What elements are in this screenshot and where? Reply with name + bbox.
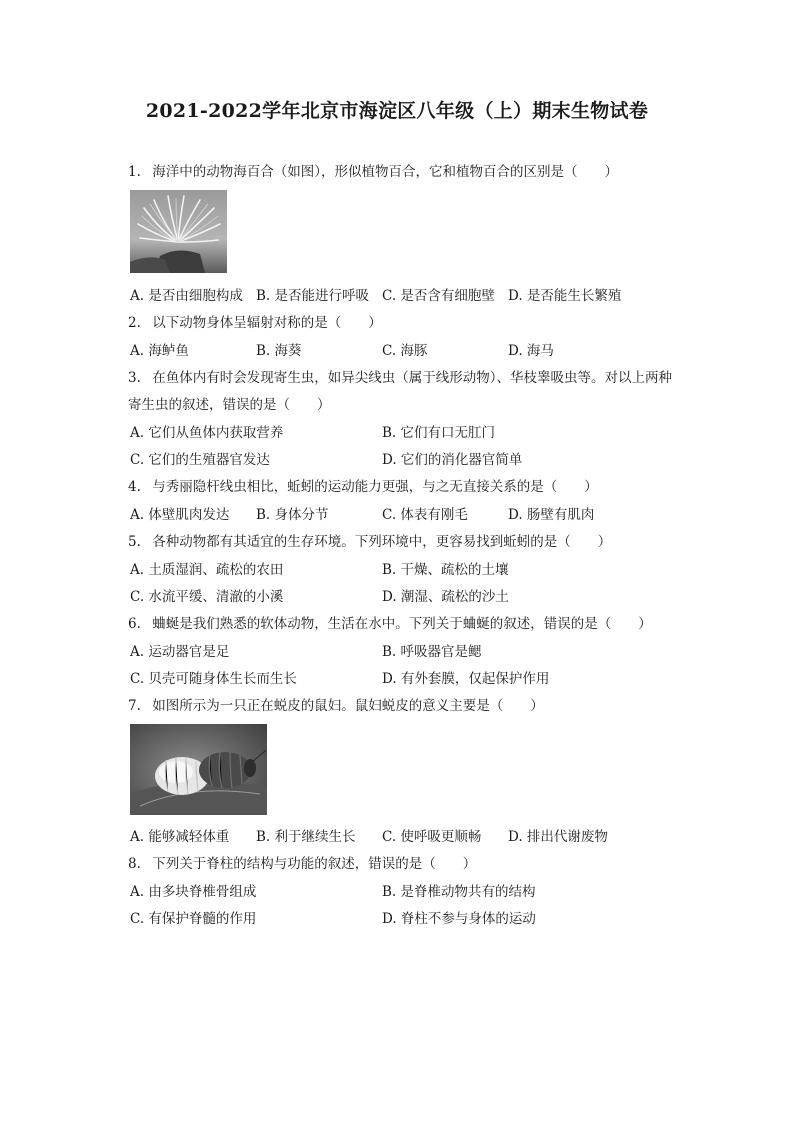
option-c: C. 水流平缓、清澈的小溪 <box>130 589 284 605</box>
option-c: C. 它们的生殖器官发达 <box>130 452 270 468</box>
question-3-continued <box>128 396 331 414</box>
question-number: 4. <box>128 479 141 495</box>
option-a: A. 海鲈鱼 <box>130 343 189 359</box>
question-stem: 如图所示为一只正在蜕皮的鼠妇。鼠妇蜕皮的意义主要是（ ） <box>152 698 544 714</box>
option-c: C. 体表有刚毛 <box>382 507 468 523</box>
question-1 <box>128 163 618 181</box>
option-a: A. 是否由细胞构成 <box>130 288 243 304</box>
option-b: B. 身体分节 <box>256 507 329 523</box>
question-7 <box>128 697 544 715</box>
question-number: 2. <box>128 315 141 331</box>
option-c: C. 海豚 <box>382 343 428 359</box>
option-d: D. 海马 <box>508 343 554 359</box>
question-stem: 与秀丽隐杆线虫相比，蚯蚓的运动能力更强，与之无直接关系的是（ ） <box>152 479 598 495</box>
option-b: B. 利于继续生长 <box>256 829 356 845</box>
option-a: A. 由多块脊椎骨组成 <box>130 884 257 900</box>
option-a: A. 体壁肌肉发达 <box>130 507 230 523</box>
option-d: D. 排出代谢废物 <box>508 829 608 845</box>
option-d: D. 有外套膜，仅起保护作用 <box>382 671 550 687</box>
sea-lily-photo <box>130 190 227 273</box>
question-stem-line-1: 在鱼体内有时会发现寄生虫，如异尖线虫（属于线形动物）、华枝睾吸虫等。对以上两种 <box>152 370 673 386</box>
question-3 <box>128 369 672 387</box>
option-d: D. 潮湿、疏松的沙土 <box>382 589 509 605</box>
option-a: A. 运动器官是足 <box>130 644 230 660</box>
option-b: B. 干燥、疏松的土壤 <box>382 562 509 578</box>
question-number: 8. <box>128 856 141 872</box>
option-b: B. 海葵 <box>256 343 302 359</box>
option-b: B. 是脊椎动物共有的结构 <box>382 884 536 900</box>
question-stem: 蛐蜒是我们熟悉的软体动物，生活在水中。下列关于蛐蜒的叙述，错误的是（ ） <box>152 616 652 632</box>
question-4 <box>128 478 598 496</box>
question-number: 1. <box>128 164 141 180</box>
option-a: A. 土质湿润、疏松的农田 <box>130 562 284 578</box>
option-b: B. 呼吸器官是鳃 <box>382 644 482 660</box>
option-a: A. 它们从鱼体内获取营养 <box>130 425 284 441</box>
question-stem: 各种动物都有其适宜的生存环境。下列环境中，更容易找到蚯蚓的是（ ） <box>152 534 612 550</box>
option-b: B. 它们有口无肛门 <box>382 425 496 441</box>
woodlouse-molting-photo <box>130 724 267 815</box>
option-d: D. 它们的消化器官简单 <box>382 452 523 468</box>
page-title: 2021-2022学年北京市海淀区八年级（上）期末生物试卷 <box>145 100 649 122</box>
question-5 <box>128 533 611 551</box>
option-a: A. 能够减轻体重 <box>130 829 230 845</box>
option-c: C. 有保护脊髓的作用 <box>130 911 257 927</box>
option-c: C. 贝壳可随身体生长而生长 <box>130 671 297 687</box>
question-number: 3. <box>128 370 141 386</box>
question-2 <box>128 314 382 332</box>
question-stem: 下列关于脊柱的结构与功能的叙述，错误的是（ ） <box>152 856 477 872</box>
question-8 <box>128 855 476 873</box>
option-c: C. 是否含有细胞壁 <box>382 288 495 304</box>
option-d: D. 肠壁有肌肉 <box>508 507 595 523</box>
question-stem-line-2: 寄生虫的叙述，错误的是（ ） <box>128 397 331 413</box>
question-stem: 海洋中的动物海百合（如图），形似植物百合，它和植物百合的区别是（ ） <box>152 164 619 180</box>
question-number: 7. <box>128 698 141 714</box>
question-number: 6. <box>128 616 141 632</box>
question-6 <box>128 615 652 633</box>
question-number: 5. <box>128 534 141 550</box>
option-d: D. 脊柱不参与身体的运动 <box>382 911 536 927</box>
question-stem: 以下动物身体呈辐射对称的是（ ） <box>152 315 382 331</box>
option-b: B. 是否能进行呼吸 <box>256 288 370 304</box>
option-c: C. 使呼吸更顺畅 <box>382 829 482 845</box>
option-d: D. 是否能生长繁殖 <box>508 288 622 304</box>
